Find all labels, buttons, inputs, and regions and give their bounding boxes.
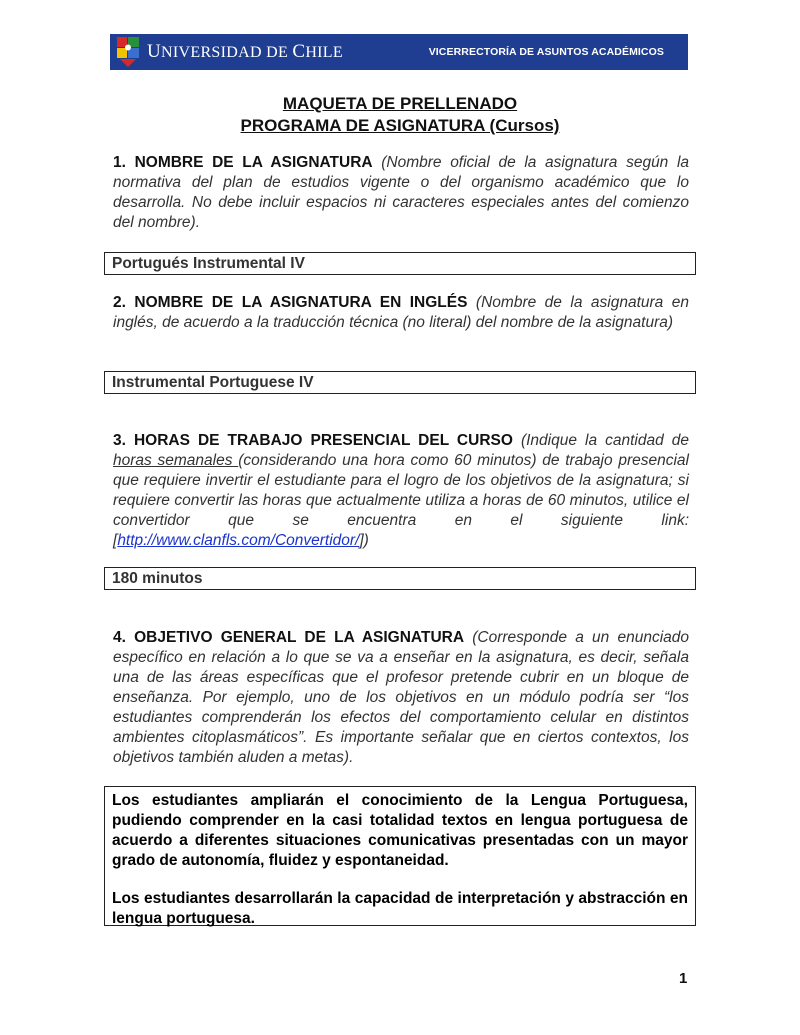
- section-4-description: (Corresponde a un enunciado específico en relación a lo que se va a enseñar en la asignatura, es decir, señala una de las áreas específicas que el profesor pretende cubrir en un bloque de enseñanza. Por ejemplo, uno de los objetivos en un módulo podría ser “los estudiantes comprenderán los efectos del comportamiento celular en distintos ambientes citoplasmáticos”. Es importante señalar que en ciertos contextos, los objetivos también aluden a metas).: [113, 629, 689, 766]
- section-4-prompt: [113, 628, 689, 768]
- section-2-answer: Instrumental Portuguese IV: [104, 371, 696, 394]
- section-1-description: Nombre oficial de la asignatura según la normativa del plan de estudios vigente o del organismo académico que lo desarrolla. No debe incluir espacios ni caracteres especiales antes del comienzo del nombre).: [113, 154, 690, 231]
- section-4-answer: [104, 786, 696, 926]
- university-crest-icon: [117, 37, 139, 67]
- vicerrectoria-label: VICERRECTORÍA DE ASUNTOS ACADÉMICOS: [428, 46, 664, 58]
- university-name: UNIVERSIDAD DE CHILE: [147, 41, 343, 62]
- weekly-hours-emphasis: horas semanales: [113, 452, 239, 469]
- section-1-answer: Portugués Instrumental IV: [104, 252, 696, 275]
- section-2-prompt: 2. NOMBRE DE LA ASIGNATURA EN INGLÉS (Nombre de la asignatura en inglés, de acuerdo a la traducción técnica (no literal) del nombre de la asignatura): [113, 294, 689, 331]
- section-1-heading: 1. NOMBRE DE LA ASIGNATURA: [113, 154, 373, 171]
- document-title: MAQUETA DE PRELLENADO: [282, 94, 518, 113]
- header-banner: [110, 34, 688, 70]
- page-number: 1: [679, 970, 688, 987]
- document-subtitle: PROGRAMA DE ASIGNATURA (Cursos): [240, 116, 560, 135]
- objective-paragraph-1: Los estudiantes ampliarán el conocimiento de la Lengua Portuguesa, pudiendo comprender en la casi totalidad textos en lengua portuguesa de acuerdo a diferentes situaciones comunicativas presentadas con un mayor grado de autonomía, fluidez y espontaneidad.: [112, 792, 688, 869]
- section-2-heading: 2. NOMBRE DE LA ASIGNATURA EN INGLÉS: [113, 294, 468, 311]
- converter-link[interactable]: http://www.clanfls.com/Convertidor/: [117, 532, 360, 549]
- section-1-prompt: 1. NOMBRE DE LA ASIGNATURA (Nombre oficial de la asignatura según la normativa del plan de estudios vigente o del organismo académico que lo desarrolla. No debe incluir espacios ni caracteres especiales antes del comienzo del nombre).: [113, 154, 690, 231]
- section-2-description: Nombre de la asignatura en inglés, de acuerdo a la traducción técnica (no literal) del nombre de la asignatura): [113, 294, 689, 331]
- section-3-answer: 180 minutos: [104, 567, 696, 590]
- section-4-heading: 4. OBJETIVO GENERAL DE LA ASIGNATURA: [113, 629, 465, 646]
- section-3-heading: 3. HORAS DE TRABAJO PRESENCIAL DEL CURSO: [113, 432, 513, 449]
- objective-paragraph-2: Los estudiantes desarrollarán la capacidad de interpretación y abstracción en lengua portuguesa.: [112, 890, 688, 927]
- section-3-prompt: 3. HORAS DE TRABAJO PRESENCIAL DEL CURSO (Indique la cantidad de horas semanales (considerando una hora como 60 minutos) de trabajo presencial que requiere invertir el estudiante para el logro de los objetivos de la asignatura; si requiere convertir las horas que actualmente utiliza a horas de 60 minutos, utilice el convertidor que se encuentra en el siguiente link: [http://www.clanfls.com/Convertidor/]): [113, 432, 689, 549]
